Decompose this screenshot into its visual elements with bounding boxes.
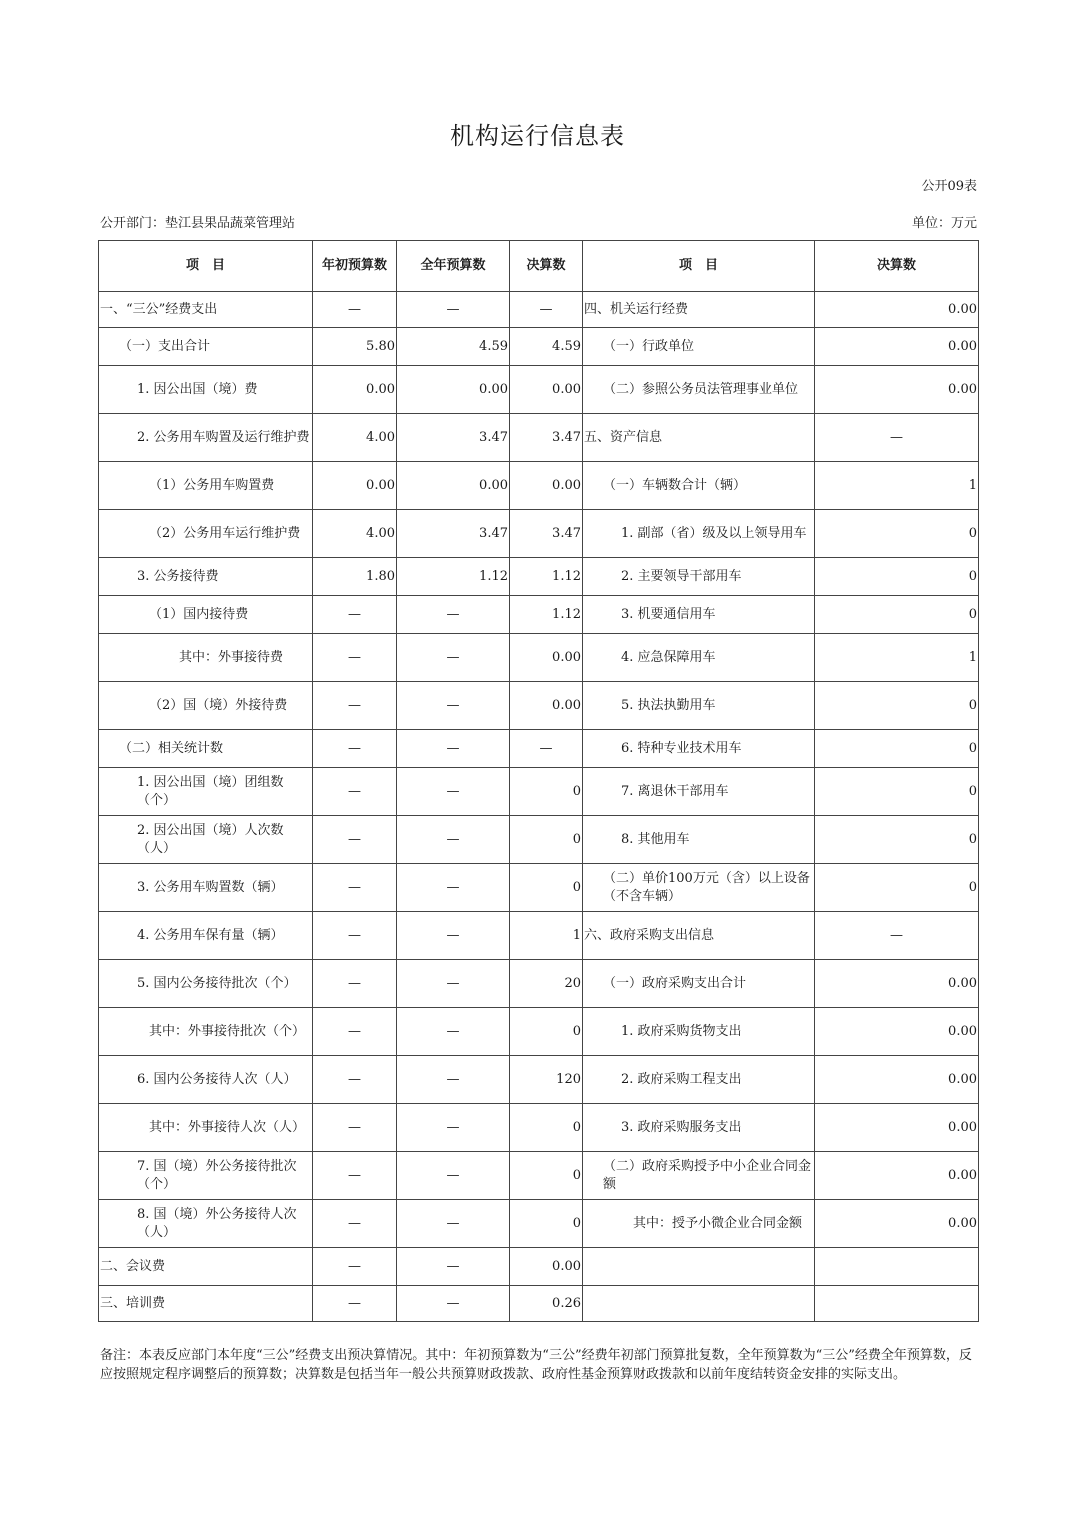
unit-label: 单位：万元 (911, 216, 977, 231)
table-row (99, 1200, 979, 1248)
row-annual-budget: — (397, 960, 510, 1008)
row-item-right: （二）政府采购授予中小企业合同金额 (583, 1152, 815, 1200)
row-item-left: 5. 国内公务接待批次（个） (99, 960, 313, 1008)
row-item-right: 8. 其他用车 (583, 816, 815, 864)
row-final-left: 0 (510, 1152, 583, 1200)
table-row (99, 462, 979, 510)
row-final-right: 0 (815, 864, 979, 912)
row-initial-budget: — (313, 912, 397, 960)
row-final-right: 0 (815, 682, 979, 730)
row-final-right: 0 (815, 510, 979, 558)
row-item-right: 2. 主要领导干部用车 (583, 558, 815, 596)
row-annual-budget: — (397, 596, 510, 634)
footnote: 备注：本表反应部门本年度“三公”经费支出预决算情况。其中：年初预算数为“三公”经费年初部门预算批复数，全年预算数为“三公”经费全年预算数，反应按照规定程序调整后的预算数；决算数是包括当年一般公共预算财政拨款、政府性基金预算财政拨款和以前年度结转资金安排的实际支出。 (100, 1348, 972, 1382)
row-annual-budget: — (397, 682, 510, 730)
row-final-right: 0.00 (815, 1056, 979, 1104)
row-item-right: 六、政府采购支出信息 (583, 912, 815, 960)
row-initial-budget: — (313, 682, 397, 730)
table-row (99, 414, 979, 462)
row-final-right: 0.00 (815, 960, 979, 1008)
row-item-left: 其中：外事接待费 (99, 634, 313, 682)
row-initial-budget: — (313, 1248, 397, 1286)
row-final-right: 0 (815, 768, 979, 816)
row-item-left: 1. 因公出国（境）费 (99, 366, 313, 414)
row-final-right: 0 (815, 558, 979, 596)
row-item-right: （二）单价100万元（含）以上设备（不含车辆） (583, 864, 815, 912)
row-item-right: 4. 应急保障用车 (583, 634, 815, 682)
row-initial-budget: — (313, 596, 397, 634)
row-item-left: 6. 国内公务接待人次（人） (99, 1056, 313, 1104)
row-annual-budget: — (397, 292, 510, 328)
row-initial-budget: 0.00 (313, 462, 397, 510)
row-initial-budget: 1.80 (313, 558, 397, 596)
page-title: 机构运行信息表 (450, 122, 625, 150)
row-annual-budget: — (397, 1056, 510, 1104)
row-item-right: 5. 执法执勤用车 (583, 682, 815, 730)
row-item-left: 二、会议费 (99, 1248, 313, 1286)
row-initial-budget: — (313, 1200, 397, 1248)
row-initial-budget: — (313, 1056, 397, 1104)
row-initial-budget: 4.00 (313, 510, 397, 558)
row-final-right: 0.00 (815, 1008, 979, 1056)
row-item-right (583, 1286, 815, 1322)
row-annual-budget: — (397, 634, 510, 682)
table-row (99, 912, 979, 960)
row-item-left: （2）公务用车运行维护费 (99, 510, 313, 558)
row-item-left: 4. 公务用车保有量（辆） (99, 912, 313, 960)
row-item-right: 其中：授予小微企业合同金额 (583, 1200, 815, 1248)
table-row (99, 1056, 979, 1104)
row-annual-budget: 3.47 (397, 414, 510, 462)
row-item-left: （2）国（境）外接待费 (99, 682, 313, 730)
table-row (99, 768, 979, 816)
row-final-left: 0.26 (510, 1286, 583, 1322)
table-header-row (99, 241, 979, 292)
row-item-left: （1）公务用车购置费 (99, 462, 313, 510)
row-annual-budget: — (397, 864, 510, 912)
row-annual-budget: — (397, 1200, 510, 1248)
header-item-right: 项 目 (583, 241, 815, 292)
row-annual-budget: — (397, 1104, 510, 1152)
row-initial-budget: — (313, 730, 397, 768)
row-initial-budget: — (313, 1286, 397, 1322)
row-final-right: 1 (815, 634, 979, 682)
row-initial-budget: — (313, 816, 397, 864)
row-item-left: 3. 公务用车购置数（辆） (99, 864, 313, 912)
row-final-right: 0.00 (815, 1200, 979, 1248)
row-annual-budget: — (397, 1248, 510, 1286)
info-table (98, 240, 979, 1322)
table-row (99, 1104, 979, 1152)
table-row (99, 864, 979, 912)
row-final-right: 1 (815, 462, 979, 510)
table-row (99, 1286, 979, 1322)
table-row (99, 292, 979, 328)
row-item-right: （一）政府采购支出合计 (583, 960, 815, 1008)
table-row (99, 1152, 979, 1200)
row-final-left: 3.47 (510, 510, 583, 558)
row-annual-budget: — (397, 730, 510, 768)
header-final-left: 决算数 (510, 241, 583, 292)
row-final-right: — (815, 912, 979, 960)
table-row (99, 366, 979, 414)
row-final-left: 3.47 (510, 414, 583, 462)
row-final-right (815, 1286, 979, 1322)
header-item-left: 项 目 (99, 241, 313, 292)
row-item-right: （一）行政单位 (583, 328, 815, 366)
row-final-left: 1 (510, 912, 583, 960)
row-final-left: — (510, 730, 583, 768)
department-label: 公开部门：垫江县果品蔬菜管理站 (100, 216, 296, 231)
row-item-left: （一）支出合计 (99, 328, 313, 366)
row-annual-budget: 0.00 (397, 366, 510, 414)
row-item-right: 五、资产信息 (583, 414, 815, 462)
row-final-left: 1.12 (510, 596, 583, 634)
row-item-left: 8. 国（境）外公务接待人次（人） (99, 1200, 313, 1248)
row-annual-budget: — (397, 816, 510, 864)
row-final-left: 0 (510, 816, 583, 864)
header-initial-budget: 年初预算数 (313, 241, 397, 292)
row-item-left: 三、培训费 (99, 1286, 313, 1322)
row-annual-budget: — (397, 1152, 510, 1200)
row-final-left: — (510, 292, 583, 328)
table-row (99, 510, 979, 558)
row-item-right: 7. 离退休干部用车 (583, 768, 815, 816)
row-item-right: 1. 政府采购货物支出 (583, 1008, 815, 1056)
table-row (99, 596, 979, 634)
table-row (99, 682, 979, 730)
row-final-right: 0.00 (815, 292, 979, 328)
row-item-left: 3. 公务接待费 (99, 558, 313, 596)
row-item-left: 2. 公务用车购置及运行维护费 (99, 414, 313, 462)
row-final-left: 1.12 (510, 558, 583, 596)
row-final-left: 120 (510, 1056, 583, 1104)
row-annual-budget: — (397, 768, 510, 816)
row-final-left: 0 (510, 1200, 583, 1248)
header-annual-budget: 全年预算数 (397, 241, 510, 292)
table-row (99, 960, 979, 1008)
row-annual-budget: — (397, 912, 510, 960)
row-annual-budget: 3.47 (397, 510, 510, 558)
form-number: 公开09表 (921, 179, 977, 194)
row-annual-budget: — (397, 1008, 510, 1056)
row-item-right: 四、机关运行经费 (583, 292, 815, 328)
row-item-right: 6. 特种专业技术用车 (583, 730, 815, 768)
row-annual-budget: 4.59 (397, 328, 510, 366)
row-final-right: 0.00 (815, 328, 979, 366)
row-item-left: 其中：外事接待批次（个） (99, 1008, 313, 1056)
row-initial-budget: — (313, 292, 397, 328)
row-initial-budget: — (313, 1104, 397, 1152)
row-item-left: 一、“三公”经费支出 (99, 292, 313, 328)
table-row (99, 558, 979, 596)
row-item-right: （二）参照公务员法管理事业单位 (583, 366, 815, 414)
row-item-right: （一）车辆数合计（辆） (583, 462, 815, 510)
row-initial-budget: 5.80 (313, 328, 397, 366)
row-item-left: （二）相关统计数 (99, 730, 313, 768)
row-annual-budget: 1.12 (397, 558, 510, 596)
row-final-left: 0.00 (510, 682, 583, 730)
row-final-left: 0.00 (510, 1248, 583, 1286)
row-initial-budget: — (313, 960, 397, 1008)
row-final-left: 0 (510, 1104, 583, 1152)
row-final-right: 0 (815, 816, 979, 864)
row-final-left: 20 (510, 960, 583, 1008)
table-row (99, 328, 979, 366)
table-row (99, 1248, 979, 1286)
row-annual-budget: — (397, 1286, 510, 1322)
row-initial-budget: 0.00 (313, 366, 397, 414)
row-item-right: 3. 政府采购服务支出 (583, 1104, 815, 1152)
row-initial-budget: — (313, 634, 397, 682)
row-item-left: 7. 国（境）外公务接待批次（个） (99, 1152, 313, 1200)
row-initial-budget: 4.00 (313, 414, 397, 462)
table-row (99, 1008, 979, 1056)
row-initial-budget: — (313, 1008, 397, 1056)
row-item-left: （1）国内接待费 (99, 596, 313, 634)
row-final-right: 0.00 (815, 366, 979, 414)
row-item-left: 1. 因公出国（境）团组数（个） (99, 768, 313, 816)
row-item-right: 2. 政府采购工程支出 (583, 1056, 815, 1104)
row-final-left: 4.59 (510, 328, 583, 366)
row-item-left: 其中：外事接待人次（人） (99, 1104, 313, 1152)
row-initial-budget: — (313, 1152, 397, 1200)
header-final-right: 决算数 (815, 241, 979, 292)
row-final-left: 0.00 (510, 634, 583, 682)
row-final-right: — (815, 414, 979, 462)
row-annual-budget: 0.00 (397, 462, 510, 510)
row-item-right: 3. 机要通信用车 (583, 596, 815, 634)
table-row (99, 730, 979, 768)
row-item-right (583, 1248, 815, 1286)
row-final-left: 0 (510, 1008, 583, 1056)
row-final-right (815, 1248, 979, 1286)
row-initial-budget: — (313, 768, 397, 816)
row-final-left: 0.00 (510, 462, 583, 510)
row-final-left: 0 (510, 864, 583, 912)
row-item-right: 1. 副部（省）级及以上领导用车 (583, 510, 815, 558)
row-initial-budget: — (313, 864, 397, 912)
table-row (99, 634, 979, 682)
row-final-right: 0.00 (815, 1104, 979, 1152)
row-final-right: 0 (815, 730, 979, 768)
row-final-right: 0 (815, 596, 979, 634)
row-final-left: 0 (510, 768, 583, 816)
row-final-left: 0.00 (510, 366, 583, 414)
row-final-right: 0.00 (815, 1152, 979, 1200)
row-item-left: 2. 因公出国（境）人次数（人） (99, 816, 313, 864)
table-row (99, 816, 979, 864)
